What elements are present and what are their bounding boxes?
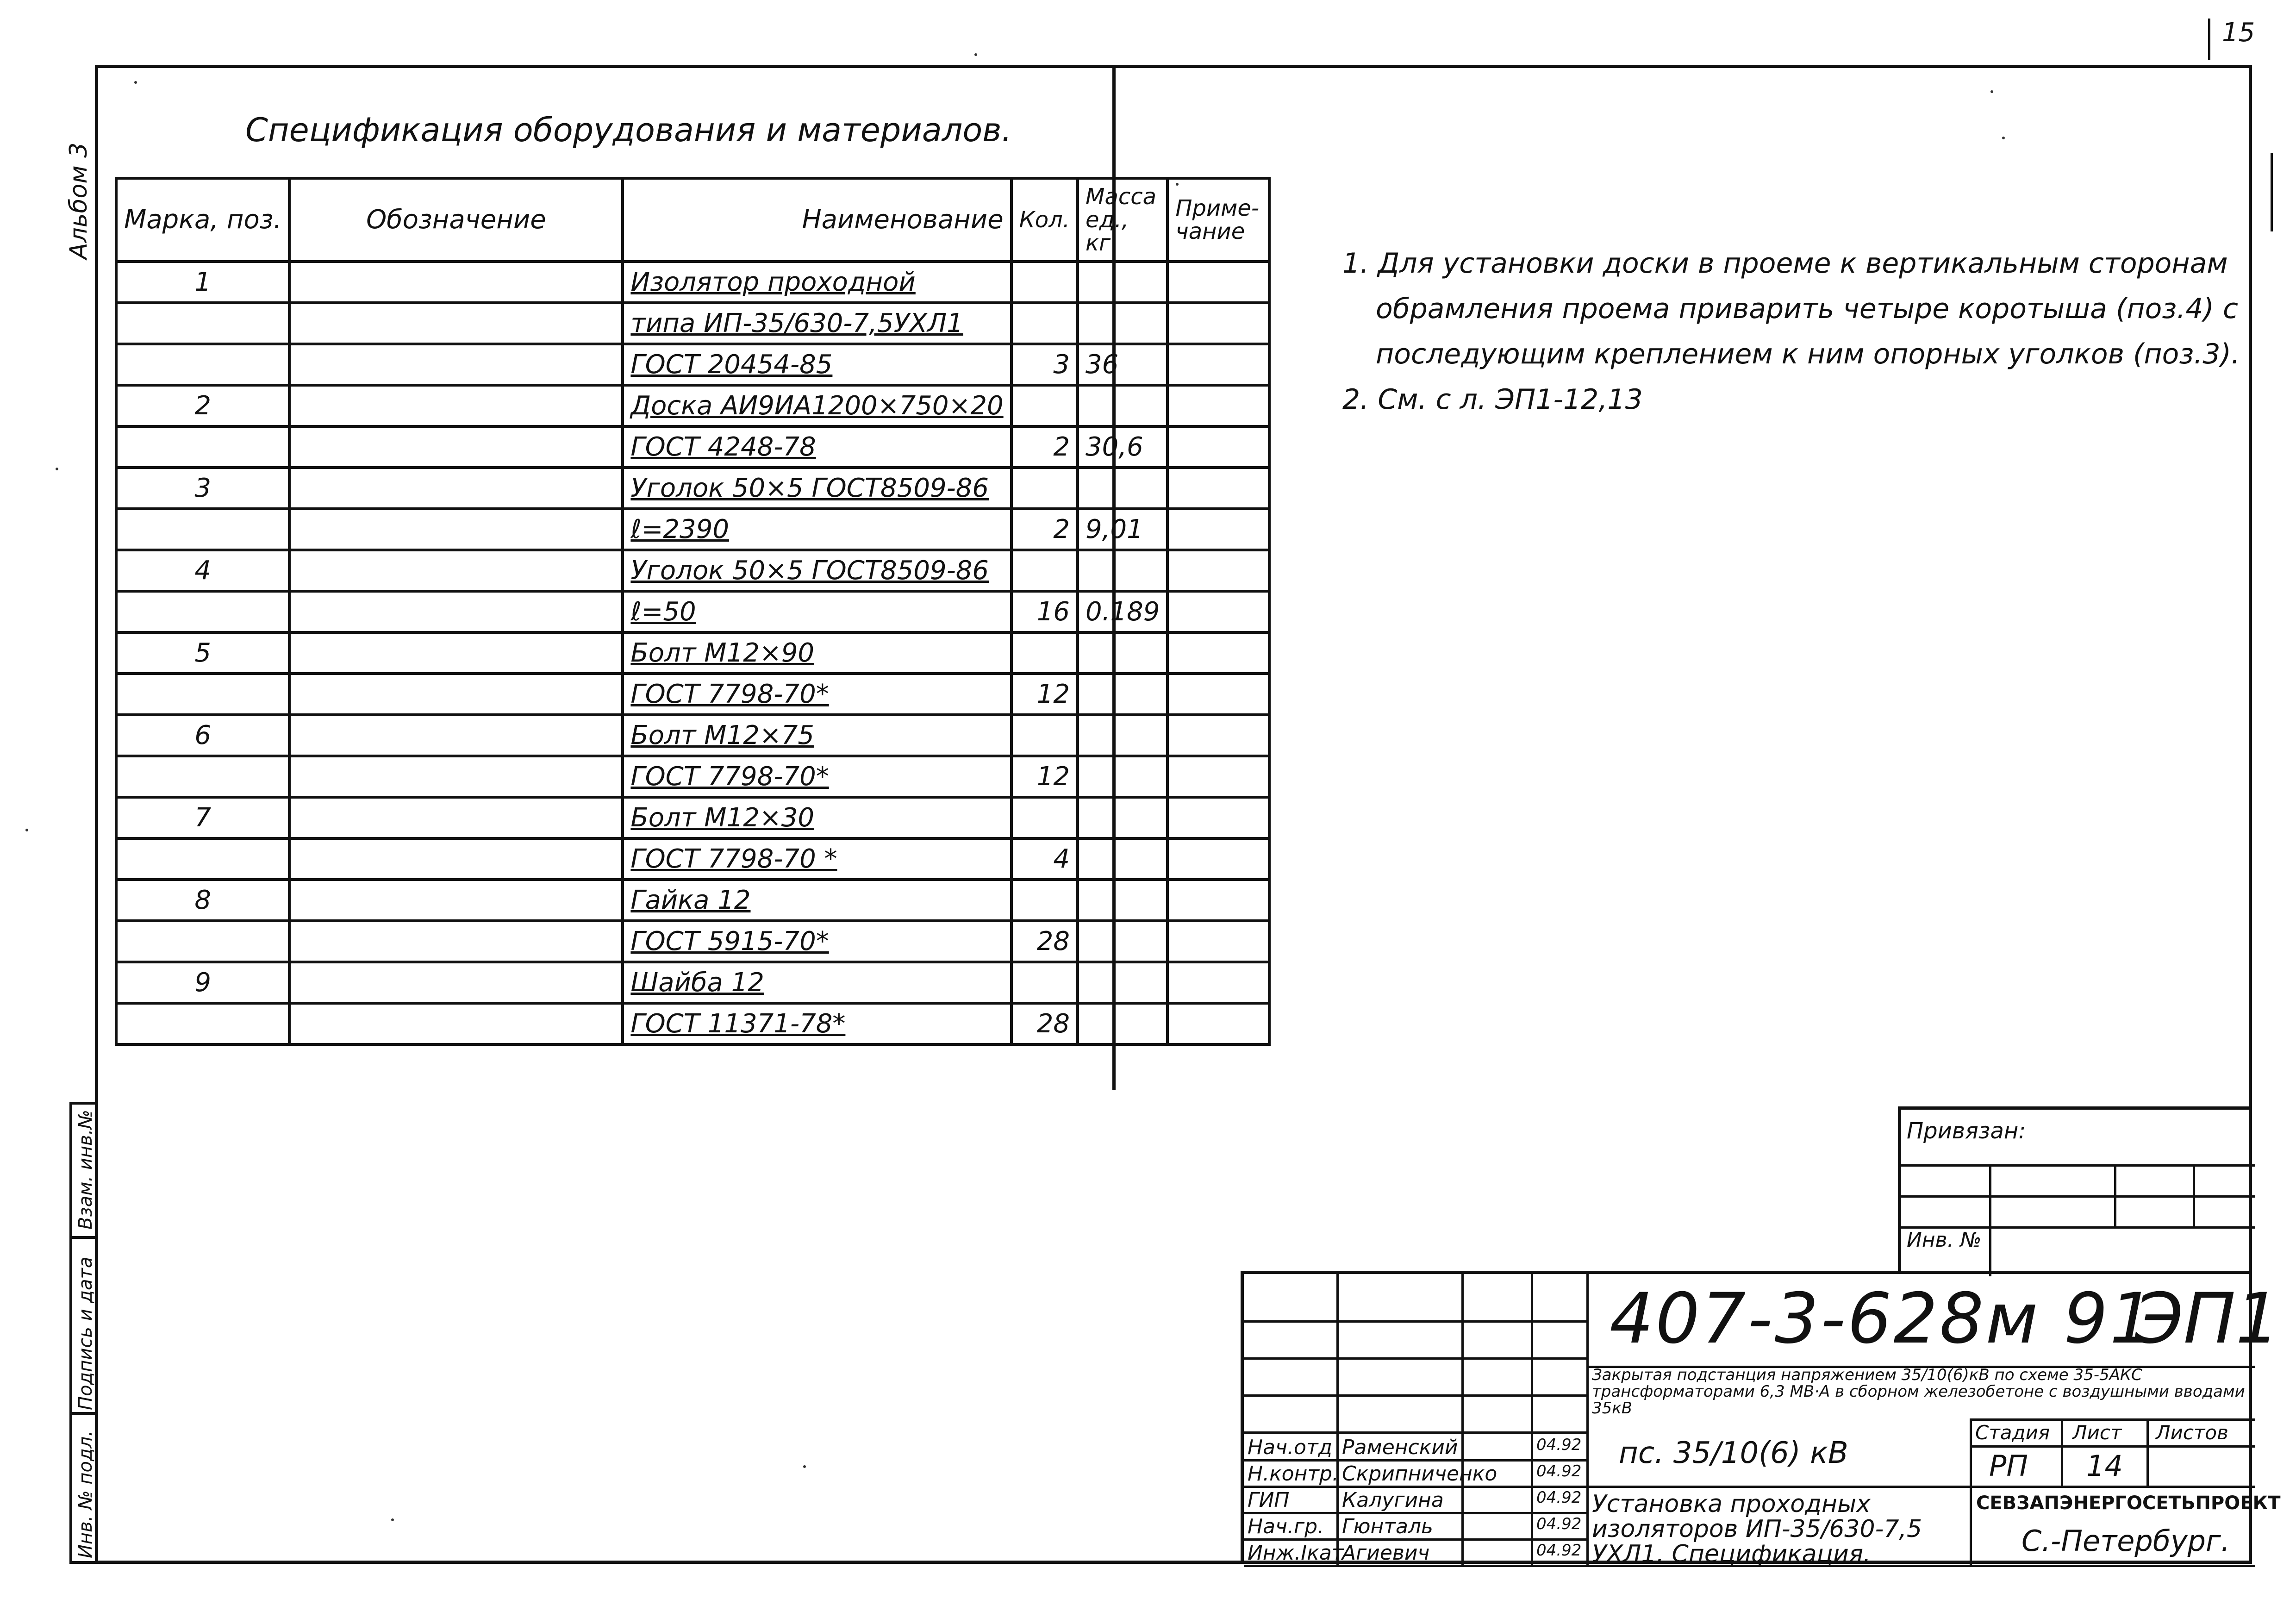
cell-mass: 0.189: [1078, 591, 1167, 632]
cell-note: [1167, 509, 1269, 550]
cell-note: [1167, 262, 1269, 303]
table-row: [116, 262, 1269, 303]
cell-mass: 30,6: [1078, 426, 1167, 468]
cell-designation: [289, 632, 623, 674]
cell-name: ℓ=50: [623, 591, 1011, 632]
signature-name: Раменский: [1342, 1436, 1458, 1459]
cell-designation: [289, 880, 623, 921]
strip-replaces-label: Взам. инв.№: [75, 1110, 96, 1230]
cell-mark: 8: [116, 880, 289, 921]
cell-designation: [289, 756, 623, 797]
cell-note: [1167, 880, 1269, 921]
header-qty: Кол.: [1011, 178, 1078, 262]
substation-label: пс. 35/10(6) кВ: [1619, 1436, 1848, 1470]
cell-mass: [1078, 1003, 1167, 1044]
table-row: [116, 550, 1269, 591]
strip-cell-replaces: [72, 1105, 98, 1239]
strip-sign-date-label: Подпись и дата: [75, 1256, 96, 1410]
cell-mark: 6: [116, 715, 289, 756]
table-row: [116, 385, 1269, 426]
cell-designation: [289, 838, 623, 880]
cell-qty: [1011, 797, 1078, 838]
cell-designation: [289, 468, 623, 509]
cell-mark: 9: [116, 962, 289, 1003]
header-designation: Обозначение: [289, 178, 623, 262]
cell-designation: [289, 1003, 623, 1044]
signature-date: 04.92: [1536, 1515, 1582, 1533]
cell-qty: 12: [1011, 756, 1078, 797]
header-name: Наименование: [623, 178, 1011, 262]
cell-qty: 4: [1011, 838, 1078, 880]
table-row: [116, 303, 1269, 344]
table-row: [116, 591, 1269, 632]
cell-mark: 3: [116, 468, 289, 509]
cell-designation: [289, 550, 623, 591]
cell-note: [1167, 468, 1269, 509]
signature-name: Калугина: [1342, 1488, 1444, 1512]
doc-mark: ЭП1: [2135, 1279, 2280, 1359]
note-line: 2. См. с л. ЭП1-12,13: [1342, 383, 1643, 416]
cell-mass: [1078, 385, 1167, 426]
cell-designation: [289, 426, 623, 468]
signature-date: 04.92: [1536, 1541, 1582, 1560]
cell-mass: [1078, 880, 1167, 921]
cell-mark: 2: [116, 385, 289, 426]
binding-strip: [69, 1102, 98, 1564]
table-row: [116, 674, 1269, 715]
note-line: 1. Для установки доски в проеме к вертикальным сторонам: [1342, 247, 2228, 280]
cell-mass: [1078, 797, 1167, 838]
cell-mass: [1078, 303, 1167, 344]
cell-note: [1167, 632, 1269, 674]
cell-designation: [289, 921, 623, 962]
attach-label: Привязан:: [1907, 1118, 2026, 1144]
table-row: [116, 1003, 1269, 1044]
cell-name: ГОСТ 5915-70*: [623, 921, 1011, 962]
attachment-box: [1898, 1106, 2252, 1273]
organization: СЕВЗАПЭНЕРГОСЕТЬПРОЕКТ: [1976, 1493, 2281, 1514]
cell-note: [1167, 426, 1269, 468]
signature-name: Скрипниченко: [1342, 1462, 1497, 1486]
table-row: [116, 426, 1269, 468]
cell-note: [1167, 344, 1269, 385]
cell-mark: 1: [116, 262, 289, 303]
cell-note: [1167, 591, 1269, 632]
cell-mass: [1078, 674, 1167, 715]
header-mark: Марка, поз.: [116, 178, 289, 262]
table-row: [116, 715, 1269, 756]
cell-note: [1167, 962, 1269, 1003]
table-row: [116, 632, 1269, 674]
cell-mark: [116, 591, 289, 632]
cell-note: [1167, 921, 1269, 962]
signature-name: Гюнталь: [1342, 1515, 1433, 1538]
signature-date: 04.92: [1536, 1436, 1582, 1454]
cell-mass: [1078, 715, 1167, 756]
cell-note: [1167, 674, 1269, 715]
cell-designation: [289, 262, 623, 303]
strip-cell-sign-date: [72, 1239, 98, 1415]
cell-qty: 2: [1011, 426, 1078, 468]
table-row: [116, 344, 1269, 385]
cell-mark: [116, 1003, 289, 1044]
cell-mass: 9,01: [1078, 509, 1167, 550]
stage-value: РП: [1989, 1449, 2028, 1483]
cell-name: Доска АИ9ИА1200×750×20: [623, 385, 1011, 426]
page-number-divider: [2208, 19, 2210, 60]
cell-name: Уголок 50×5 ГОСТ8509-86: [623, 468, 1011, 509]
cell-mark: [116, 674, 289, 715]
cell-qty: [1011, 262, 1078, 303]
sheets-label: Листов: [2156, 1421, 2228, 1444]
stage-label: Стадия: [1975, 1421, 2050, 1444]
strip-cell-inv-no: [72, 1415, 98, 1563]
cell-mark: [116, 426, 289, 468]
cell-name: ГОСТ 4248-78: [623, 426, 1011, 468]
signature-role: Нач.гр.: [1248, 1515, 1324, 1538]
cell-name: Болт М12×75: [623, 715, 1011, 756]
cell-mass: [1078, 838, 1167, 880]
city: С.-Петербург.: [2021, 1524, 2230, 1558]
cell-mark: [116, 303, 289, 344]
cell-designation: [289, 797, 623, 838]
cell-mark: [116, 344, 289, 385]
right-edge-mark: [2271, 153, 2273, 231]
cell-note: [1167, 756, 1269, 797]
cell-mark: [116, 756, 289, 797]
cell-mass: [1078, 468, 1167, 509]
cell-note: [1167, 385, 1269, 426]
cell-qty: 12: [1011, 674, 1078, 715]
cell-designation: [289, 509, 623, 550]
cell-note: [1167, 715, 1269, 756]
sheet-value: 14: [2086, 1449, 2123, 1483]
cell-qty: [1011, 385, 1078, 426]
cell-mark: 5: [116, 632, 289, 674]
cell-note: [1167, 1003, 1269, 1044]
cell-note: [1167, 303, 1269, 344]
cell-name: ГОСТ 20454-85: [623, 344, 1011, 385]
spec-header-row: [116, 178, 1269, 262]
cell-qty: [1011, 550, 1078, 591]
spec-table: [115, 177, 1271, 1046]
signature-role: Н.контр.: [1248, 1462, 1339, 1486]
cell-name: Болт М12×90: [623, 632, 1011, 674]
cell-name: Шайба 12: [623, 962, 1011, 1003]
table-row: [116, 797, 1269, 838]
cell-mark: 7: [116, 797, 289, 838]
cell-mass: [1078, 756, 1167, 797]
cell-qty: [1011, 880, 1078, 921]
cell-qty: [1011, 303, 1078, 344]
cell-qty: 2: [1011, 509, 1078, 550]
signature-name: Агиевич: [1342, 1541, 1430, 1565]
cell-mass: [1078, 550, 1167, 591]
signature-date: 04.92: [1536, 1488, 1582, 1507]
table-row: [116, 468, 1269, 509]
cell-mark: [116, 838, 289, 880]
header-note: Приме-чание: [1167, 178, 1269, 262]
project-title: Закрытая подстанция напряжением 35/10(6)кВ по схеме 35-5АКС трансформаторами 6,3 МВ·А в сборном железобетоне с воздушными вводами 35кВ: [1592, 1366, 2245, 1418]
cell-mass: [1078, 632, 1167, 674]
cell-qty: [1011, 715, 1078, 756]
cell-mark: 4: [116, 550, 289, 591]
cell-designation: [289, 962, 623, 1003]
spec-title: Спецификация оборудования и материалов.: [245, 111, 1012, 149]
strip-inv-no-label: Инв. № подл.: [75, 1430, 96, 1558]
table-row: [116, 880, 1269, 921]
cell-mass: [1078, 962, 1167, 1003]
cell-designation: [289, 385, 623, 426]
cell-name: ГОСТ 11371-78*: [623, 1003, 1011, 1044]
sheet-title: Установка проходных изоляторов ИП-35/630-7,5 УХЛ1. Спецификация.: [1592, 1490, 1922, 1568]
table-row: [116, 962, 1269, 1003]
cell-qty: [1011, 962, 1078, 1003]
signature-role: ГИП: [1248, 1488, 1290, 1512]
title-block: [1241, 1271, 2281, 1568]
note-line: последующим креплением к ним опорных уголков (поз.3).: [1376, 338, 2240, 370]
cell-name: ℓ=2390: [623, 509, 1011, 550]
cell-name: Болт М12×30: [623, 797, 1011, 838]
cell-name: ГОСТ 7798-70*: [623, 674, 1011, 715]
signature-date: 04.92: [1536, 1462, 1582, 1480]
sheet-label: Лист: [2072, 1421, 2122, 1444]
attach-inv-label: Инв. №: [1907, 1228, 1982, 1252]
cell-note: [1167, 797, 1269, 838]
cell-designation: [289, 674, 623, 715]
table-row: [116, 838, 1269, 880]
cell-name: ГОСТ 7798-70 *: [623, 838, 1011, 880]
cell-qty: 16: [1011, 591, 1078, 632]
cell-mass: [1078, 262, 1167, 303]
cell-designation: [289, 715, 623, 756]
cell-designation: [289, 303, 623, 344]
cell-name: Уголок 50×5 ГОСТ8509-86: [623, 550, 1011, 591]
table-row: [116, 509, 1269, 550]
cell-qty: [1011, 468, 1078, 509]
cell-designation: [289, 591, 623, 632]
cell-name: ГОСТ 7798-70*: [623, 756, 1011, 797]
cell-mark: [116, 921, 289, 962]
album-label: Альбом 3: [65, 142, 93, 259]
page-number: 15: [2222, 18, 2255, 48]
header-mass: Масса ед., кг: [1078, 178, 1167, 262]
table-row: [116, 756, 1269, 797]
signature-role: Нач.отд: [1248, 1436, 1333, 1459]
cell-qty: 3: [1011, 344, 1078, 385]
cell-qty: 28: [1011, 921, 1078, 962]
doc-code: 407-3-628м 91: [1610, 1279, 2156, 1359]
cell-mass: [1078, 921, 1167, 962]
cell-qty: 28: [1011, 1003, 1078, 1044]
general-notes: [1342, 241, 2240, 422]
cell-note: [1167, 550, 1269, 591]
cell-name: Изолятор проходной: [623, 262, 1011, 303]
cell-note: [1167, 838, 1269, 880]
table-row: [116, 921, 1269, 962]
signature-role: Инж.Iкат: [1248, 1541, 1344, 1565]
cell-mass: 36: [1078, 344, 1167, 385]
note-line: обрамления проема приварить четыре коротыша (поз.4) с: [1376, 293, 2238, 325]
cell-name: типа ИП-35/630-7,5УХЛ1: [623, 303, 1011, 344]
cell-designation: [289, 344, 623, 385]
cell-name: Гайка 12: [623, 880, 1011, 921]
cell-mark: [116, 509, 289, 550]
cell-qty: [1011, 632, 1078, 674]
